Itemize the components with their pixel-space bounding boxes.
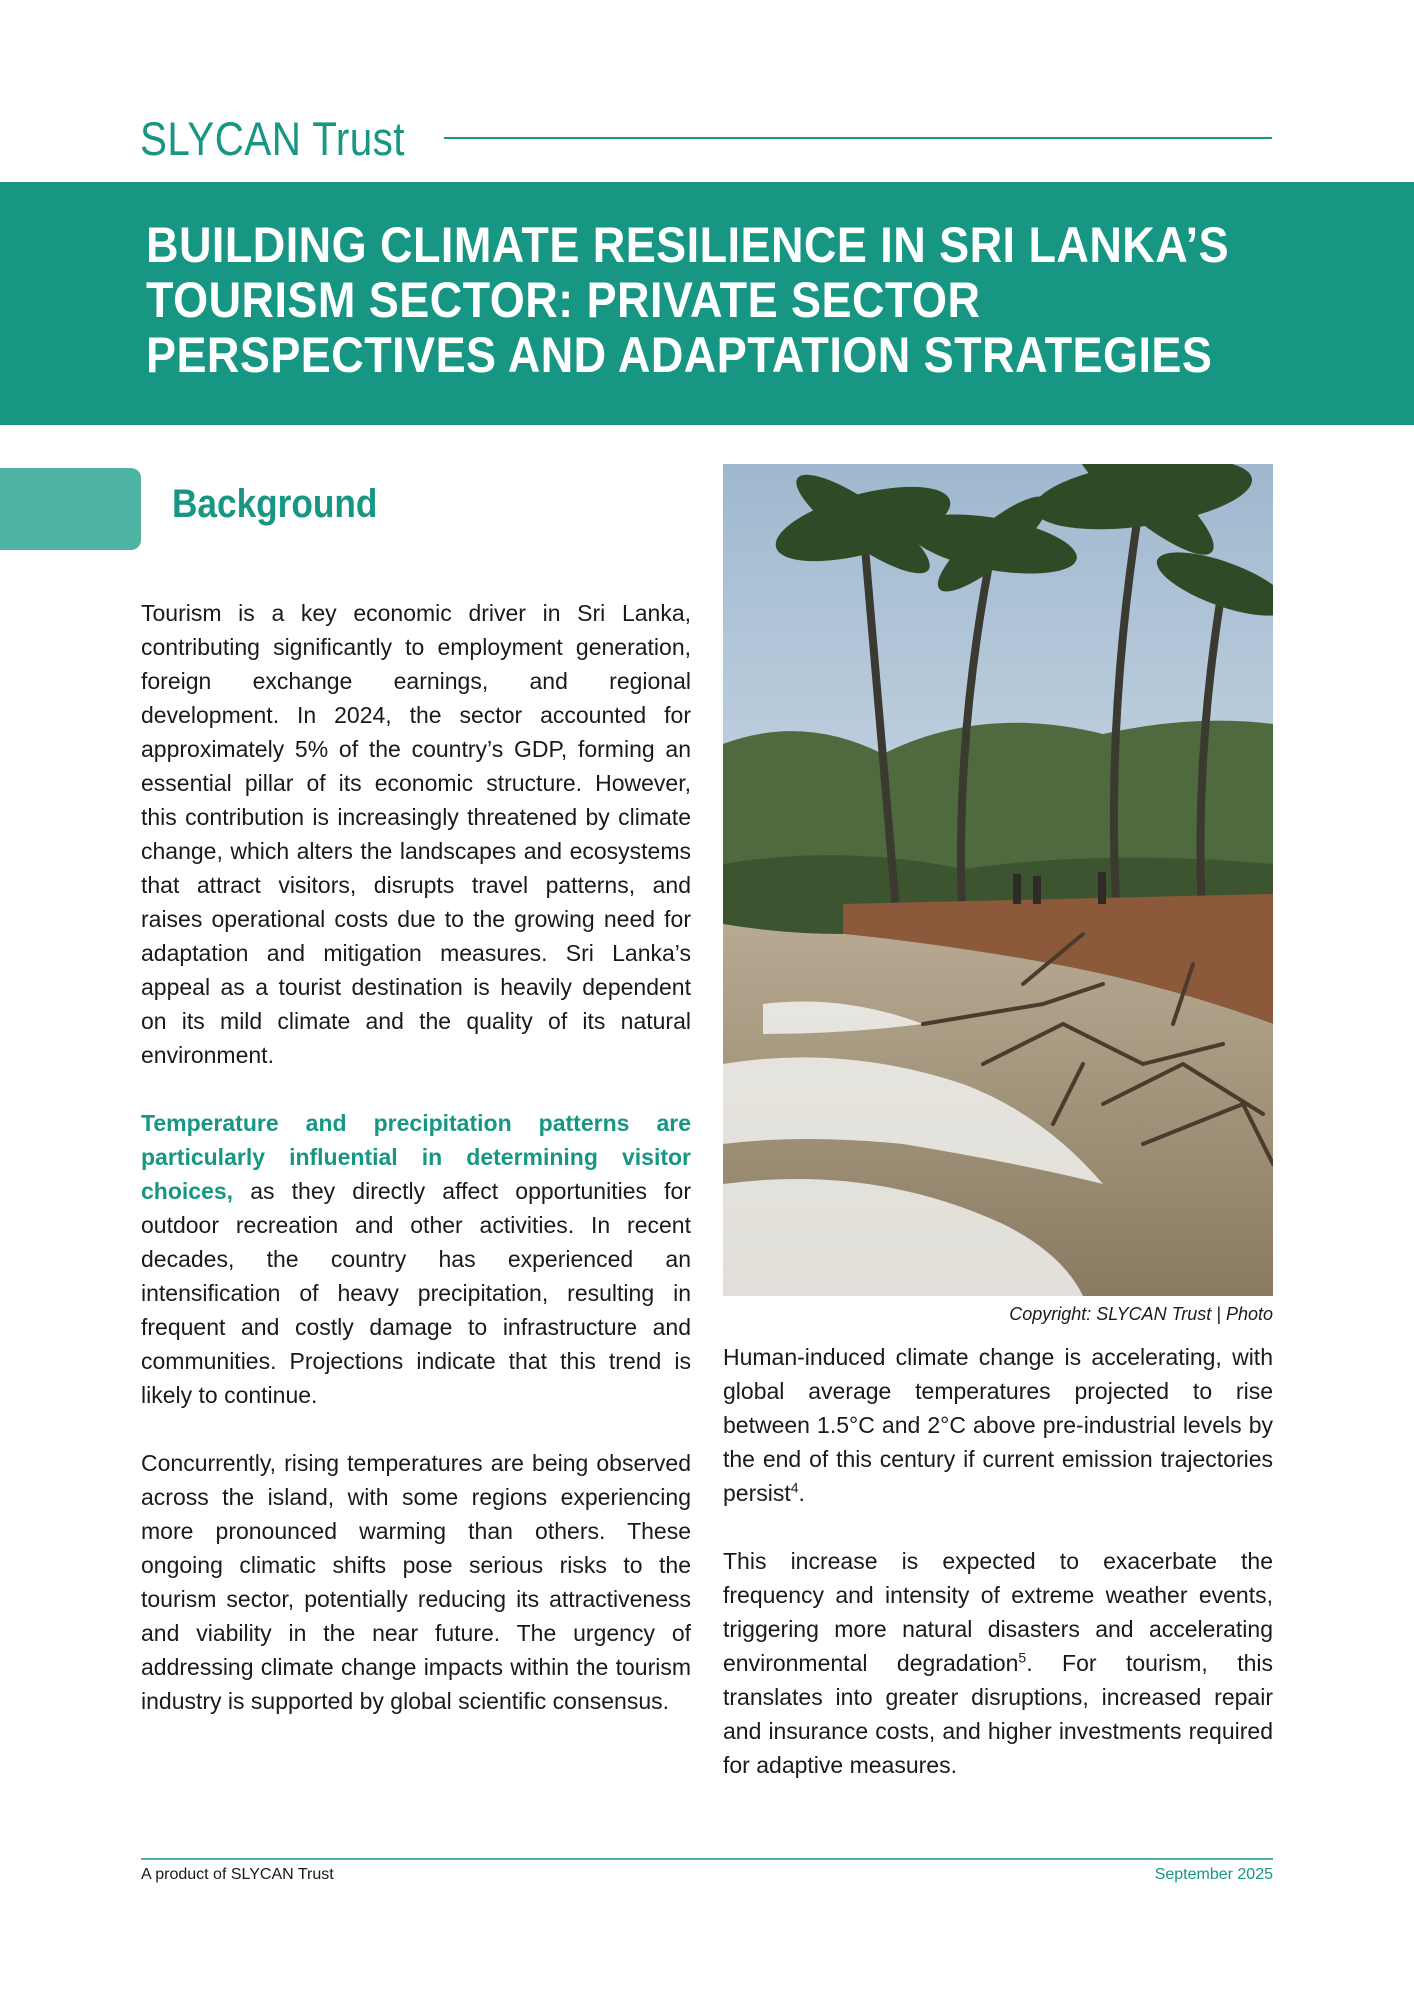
coastal-erosion-photo — [723, 464, 1273, 1296]
footer-date: September 2025 — [1154, 1866, 1273, 1883]
footer-credit: A product of SLYCAN Trust — [141, 1866, 334, 1883]
paragraph-text: . — [798, 1480, 805, 1506]
paragraph — [723, 1340, 1273, 1510]
paragraph: Concurrently, rising temperatures are being observed across the island, with some regions experiencing more pronounced warming than others. These ongoing climatic shifts pose serious risks to the tourism sector, potentially reducing its attractiveness and viability in the near future. The urgency of addressing climate change impacts within the tourism industry is supported by global scientific consensus. — [141, 1450, 691, 1714]
paragraph-text: This increase is expected to exacerbate the frequency and intensity of extreme weather events, triggering more natural disasters and accelerating environmental degradation — [723, 1548, 1273, 1676]
footer-rule — [141, 1858, 1273, 1860]
title-band — [0, 182, 1414, 425]
title-line: TOURISM SECTOR: PRIVATE SECTOR — [146, 272, 981, 328]
paragraph — [141, 1106, 691, 1412]
paragraph: Tourism is a key economic driver in Sri Lanka, contributing significantly to employment generation, foreign exchange earnings, and regional development. In 2024, the sector accounted for approximately 5% of the country’s GDP, forming an essential pillar of its economic structure. However, this contribution is increasingly threatened by climate change, which alters the landscapes and ecosystems that attract visitors, disrupts travel patterns, and raises operational costs due to the growing need for adaptation and mitigation measures. Sri Lanka’s appeal as a tourist destination is heavily dependent on its mild climate and the quality of its natural environment. — [141, 600, 691, 1068]
right-column — [723, 1340, 1273, 1816]
paragraph-text: . For tourism, this translates into greater disruptions, increased repair and insurance costs, and higher investments required for adaptive measures. — [723, 1650, 1273, 1778]
title-line: PERSPECTIVES AND ADAPTATION STRATEGIES — [146, 327, 1213, 383]
left-column — [141, 596, 691, 1752]
document-title — [146, 218, 1316, 383]
org-name: SLYCAN Trust — [140, 111, 405, 165]
highlighted-text: Temperature and precipitation patterns are particularly influential in determining visitor choices, — [141, 1110, 691, 1204]
paragraph-text: as they directly affect opportunities for outdoor recreation and other activities. In recent decades, the country has experienced an intensification of heavy precipitation, resulting in frequent and costly damage to infrastructure and communities. Projections indicate that this trend is likely to continue. — [141, 1178, 691, 1408]
section-tab-marker — [0, 468, 141, 550]
header-rule — [444, 137, 1272, 139]
paragraph — [723, 1544, 1273, 1782]
title-line: BUILDING CLIMATE RESILIENCE IN SRI LANKA’S — [146, 217, 1230, 273]
footnote-ref: 5 — [1018, 1649, 1027, 1666]
paragraph-text: Human-induced climate change is accelerating, with global average temperatures projected to rise between 1.5°C and 2°C above pre-industrial levels by the end of this century if current emission trajectories persist — [723, 1344, 1273, 1506]
photo-illustration — [723, 464, 1273, 1296]
photo-caption: Copyright: SLYCAN Trust | Photo — [1009, 1304, 1273, 1324]
section-heading: Background — [172, 482, 378, 526]
footnote-ref: 4 — [790, 1479, 799, 1496]
org-header — [140, 108, 1272, 168]
